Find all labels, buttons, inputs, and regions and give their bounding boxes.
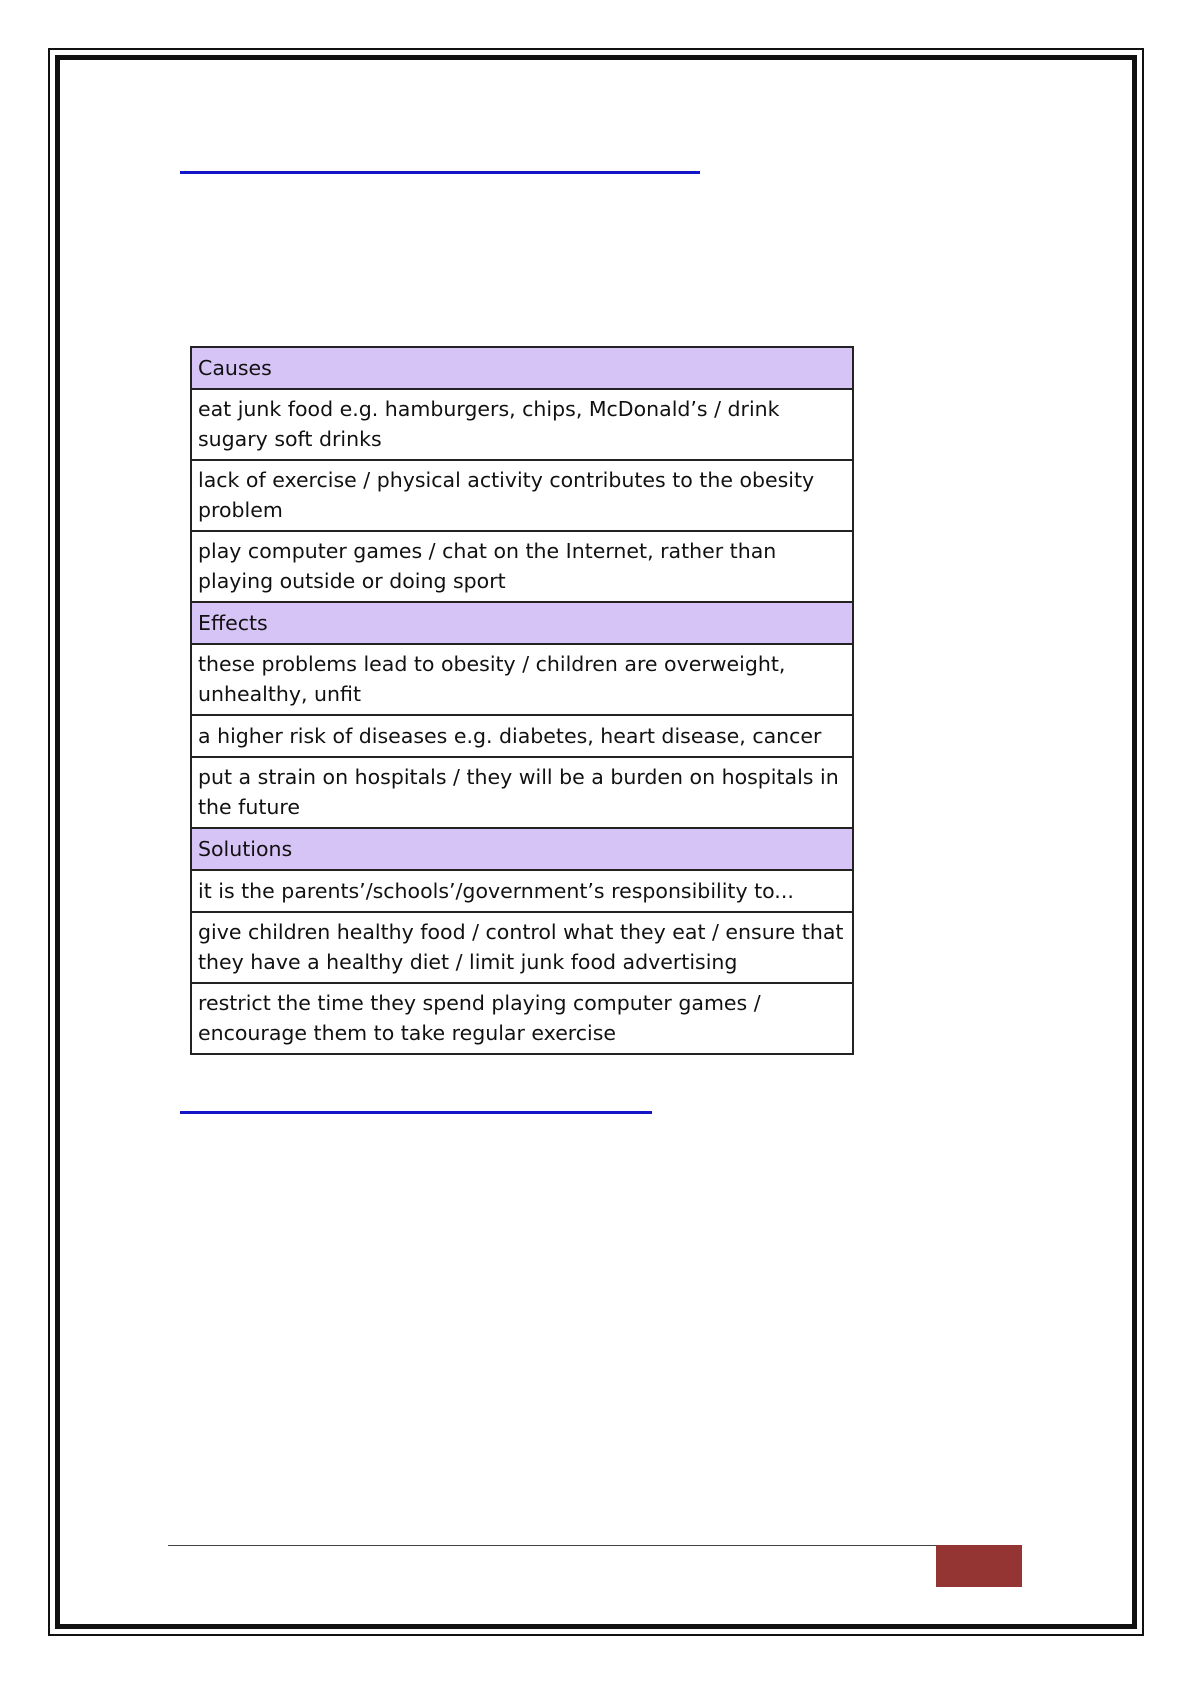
table-cell: lack of exercise / physical activity contributes to the obesity problem	[191, 460, 853, 531]
table-row	[191, 460, 853, 531]
causes-effects-solutions-table	[190, 346, 854, 1055]
table-cell: it is the parents’/schools’/government’s responsibility to...	[191, 870, 853, 912]
section-title: Solutions	[191, 828, 853, 870]
section-heading-link-1[interactable]	[180, 150, 700, 174]
table-row	[191, 715, 853, 757]
table-row	[191, 757, 853, 828]
section-header-solutions	[191, 828, 853, 870]
table-row	[191, 531, 853, 602]
table-cell: restrict the time they spend playing computer games / encourage them to take regular exercise	[191, 983, 853, 1054]
section-header-causes	[191, 347, 853, 389]
section-heading-link-2[interactable]	[180, 1090, 652, 1114]
table-row	[191, 389, 853, 460]
section-header-effects	[191, 602, 853, 644]
table-cell: eat junk food e.g. hamburgers, chips, McDonald’s / drink sugary soft drinks	[191, 389, 853, 460]
table-cell: put a strain on hospitals / they will be a burden on hospitals in the future	[191, 757, 853, 828]
table-row	[191, 870, 853, 912]
section-title: Effects	[191, 602, 853, 644]
table-cell: give children healthy food / control what they eat / ensure that they have a healthy diet / limit junk food advertising	[191, 912, 853, 983]
section-title: Causes	[191, 347, 853, 389]
footer-rule	[168, 1545, 936, 1546]
table-cell: these problems lead to obesity / children are overweight, unhealthy, unfit	[191, 644, 853, 715]
table-row	[191, 644, 853, 715]
table-cell: a higher risk of diseases e.g. diabetes, heart disease, cancer	[191, 715, 853, 757]
page-number-box	[936, 1545, 1022, 1587]
table-row	[191, 983, 853, 1054]
table-row	[191, 912, 853, 983]
table-cell: play computer games / chat on the Internet, rather than playing outside or doing sport	[191, 531, 853, 602]
